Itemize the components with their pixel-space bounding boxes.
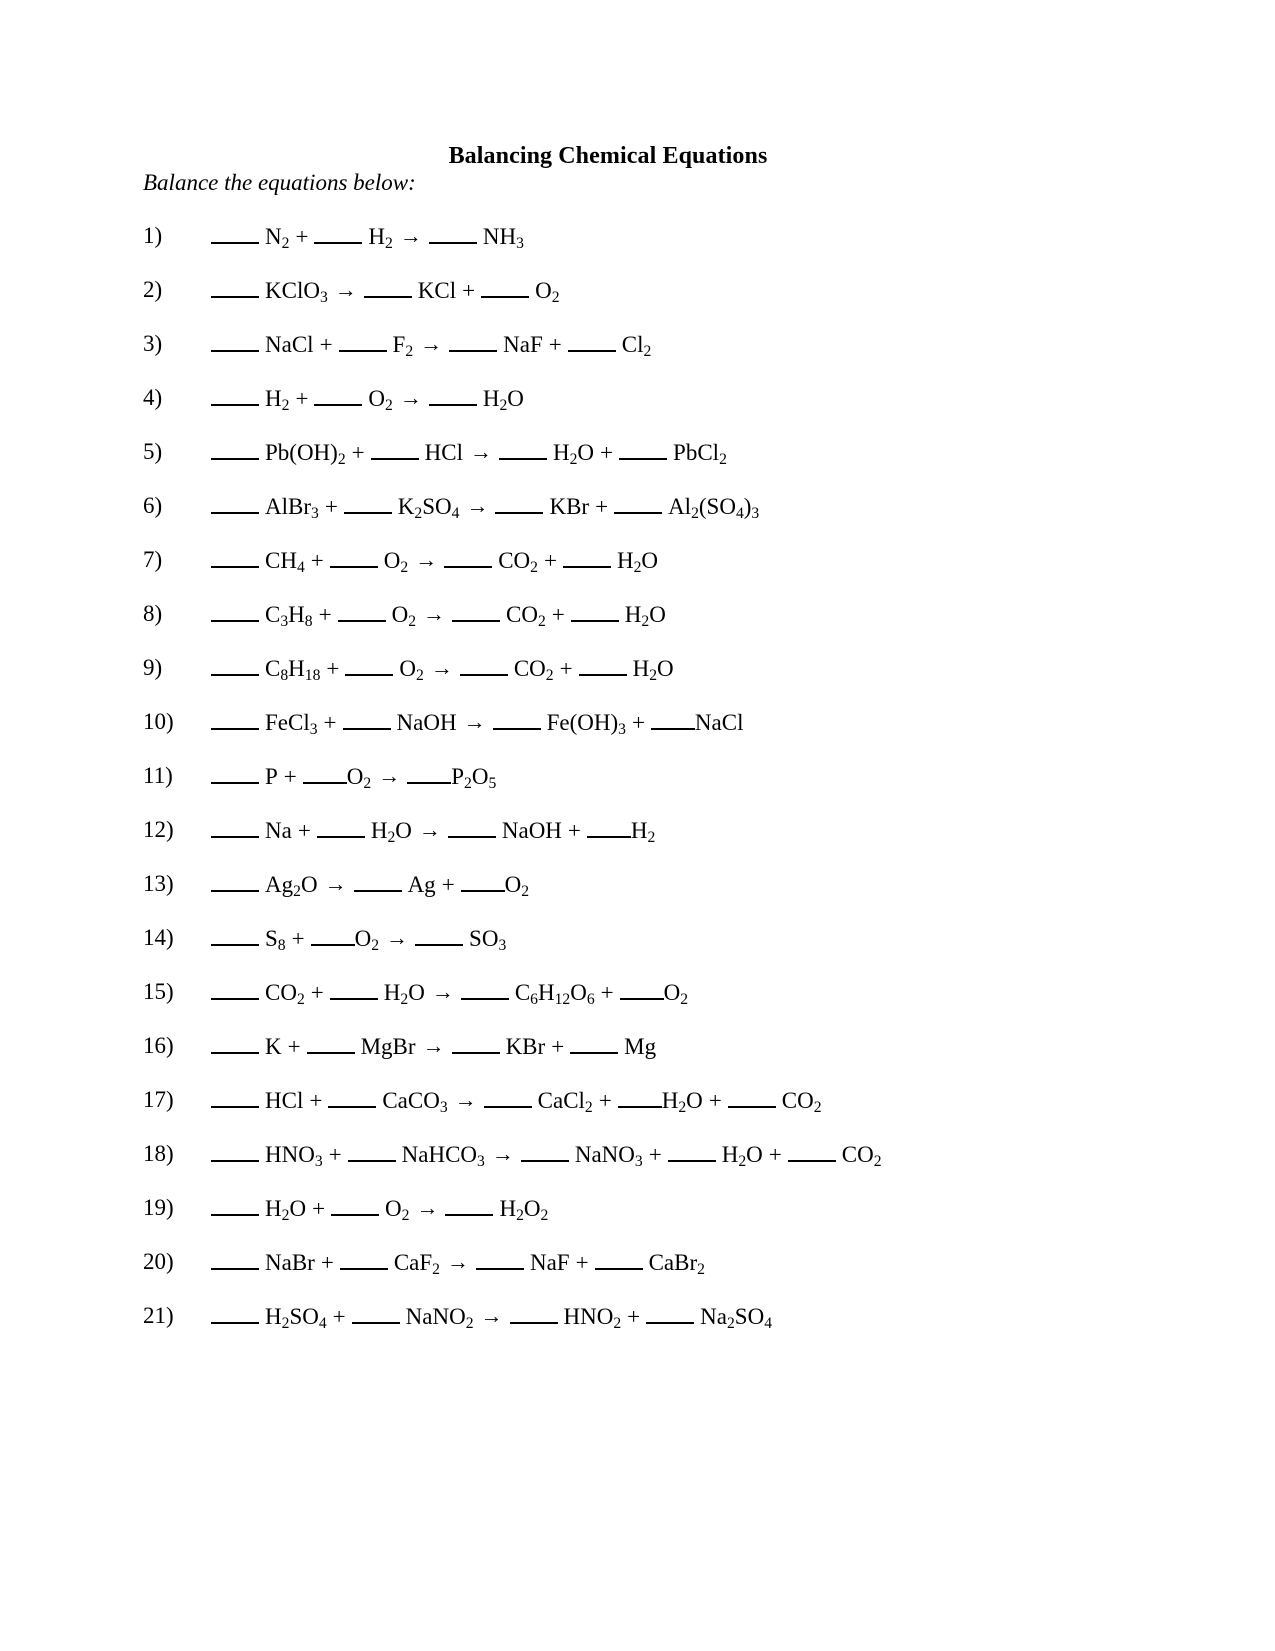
coefficient-blank[interactable]: [211, 1139, 259, 1162]
equation-number: 20): [143, 1249, 174, 1274]
equation-expression: $H_2O + O_2 \to H_2O_2$: [211, 1193, 548, 1224]
equation-expression: $Na + H_2O$ → NaOH + $H_2$: [211, 815, 655, 846]
equation-number: 21): [143, 1303, 174, 1328]
coefficient-blank[interactable]: [211, 653, 259, 676]
coefficient-blank[interactable]: [646, 1301, 694, 1324]
coefficient-blank[interactable]: [338, 599, 386, 622]
yields-arrow: →: [423, 601, 446, 627]
coefficient-blank[interactable]: [211, 1301, 259, 1324]
equation-row: [143, 869, 1153, 923]
coefficient-blank[interactable]: [788, 1139, 836, 1162]
equation-number: 3): [143, 331, 163, 356]
yields-arrow: →: [416, 1195, 439, 1221]
equation-expression: HCl + CaCO$_3$ → CaCl$_2$ + $H_2O + CO_2$: [211, 1085, 822, 1116]
equation-number: 16): [143, 1033, 174, 1058]
coefficient-blank[interactable]: [461, 869, 505, 892]
coefficient-blank[interactable]: [476, 1247, 524, 1270]
coefficient-blank[interactable]: [493, 707, 541, 730]
coefficient-blank[interactable]: [618, 1085, 662, 1108]
coefficient-blank[interactable]: [307, 1031, 355, 1054]
equation-expression: $S_8 + O_2 \to SO_3$: [211, 923, 506, 954]
yields-arrow: →: [378, 763, 401, 789]
coefficient-blank[interactable]: [595, 1247, 643, 1270]
coefficient-blank[interactable]: [211, 599, 259, 622]
coefficient-blank[interactable]: [211, 761, 259, 784]
coefficient-blank[interactable]: [211, 437, 259, 460]
coefficient-blank[interactable]: [445, 1193, 493, 1216]
coefficient-blank[interactable]: [521, 1139, 569, 1162]
equation-number: 17): [143, 1087, 174, 1112]
coefficient-blank[interactable]: [651, 707, 695, 730]
coefficient-blank[interactable]: [211, 329, 259, 352]
equation-number: 10): [143, 709, 174, 734]
yields-arrow: →: [334, 277, 357, 303]
coefficient-blank[interactable]: [510, 1301, 558, 1324]
equation-expression: $H_2SO_4$ + NaNO$_2$ → $HNO_2 + Na_2SO_4$: [211, 1301, 772, 1332]
equation-row: [143, 1193, 1153, 1247]
coefficient-blank[interactable]: [481, 275, 529, 298]
equation-row: [143, 491, 1153, 545]
coefficient-blank[interactable]: [619, 437, 667, 460]
coefficient-blank[interactable]: [415, 923, 463, 946]
coefficient-blank[interactable]: [570, 1031, 618, 1054]
coefficient-blank[interactable]: [314, 221, 362, 244]
yields-arrow: →: [422, 1033, 445, 1059]
equation-number: 12): [143, 817, 174, 842]
coefficient-blank[interactable]: [343, 707, 391, 730]
equation-number: 9): [143, 655, 163, 680]
equation-number: 7): [143, 547, 163, 572]
equation-number: 8): [143, 601, 163, 626]
equation-row: [143, 1301, 1153, 1355]
instruction-line: Balance the equations below:: [143, 170, 416, 195]
equation-expression: $CH_4 + O_2 \to CO_2 + H_2O$: [211, 545, 658, 576]
equation-number: 14): [143, 925, 174, 950]
coefficient-blank[interactable]: [429, 221, 477, 244]
coefficient-blank[interactable]: [452, 599, 500, 622]
coefficient-blank[interactable]: [211, 491, 259, 514]
coefficient-blank[interactable]: [211, 707, 259, 730]
coefficient-blank[interactable]: [461, 977, 509, 1000]
equation-number: 4): [143, 385, 163, 410]
equation-row: [143, 275, 1153, 329]
coefficient-blank[interactable]: [429, 383, 477, 406]
coefficient-blank[interactable]: [330, 545, 378, 568]
equation-number: 2): [143, 277, 163, 302]
coefficient-blank[interactable]: [211, 923, 259, 946]
coefficient-blank[interactable]: [317, 815, 365, 838]
coefficient-blank[interactable]: [339, 329, 387, 352]
coefficient-blank[interactable]: [344, 491, 392, 514]
yields-arrow: →: [463, 709, 486, 735]
yields-arrow: →: [469, 439, 492, 465]
equation-list: [143, 221, 1153, 1355]
coefficient-blank[interactable]: [330, 977, 378, 1000]
yields-arrow: →: [446, 1249, 469, 1275]
coefficient-blank[interactable]: [563, 545, 611, 568]
coefficient-blank[interactable]: [495, 491, 543, 514]
equation-number: 1): [143, 223, 163, 248]
coefficient-blank[interactable]: [211, 815, 259, 838]
yields-arrow: →: [399, 385, 422, 411]
page-title: Balancing Chemical Equations: [448, 143, 768, 169]
equation-expression: NaBr + CaF$_2$ → NaF + CaBr$_2$: [211, 1247, 705, 1278]
yields-arrow: →: [431, 979, 454, 1005]
coefficient-blank[interactable]: [614, 491, 662, 514]
coefficient-blank[interactable]: [354, 869, 402, 892]
coefficient-blank[interactable]: [587, 815, 631, 838]
coefficient-blank[interactable]: [303, 761, 347, 784]
coefficient-blank[interactable]: [407, 761, 451, 784]
yields-arrow: →: [324, 871, 347, 897]
equation-expression: $C_3H_8 + O_2 \to CO_2 + H_2O$: [211, 599, 666, 630]
coefficient-blank[interactable]: [452, 1031, 500, 1054]
equation-row: [143, 977, 1153, 1031]
coefficient-blank[interactable]: [345, 653, 393, 676]
coefficient-blank[interactable]: [348, 1139, 396, 1162]
yields-arrow: →: [386, 925, 409, 951]
equation-row: [143, 815, 1153, 869]
equation-row: [143, 1085, 1153, 1139]
equation-expression: $CO_2 + H_2O \to C_6H_{12}O_6 + O_2$: [211, 977, 688, 1008]
equation-expression: $P + O_2 \to P_2O_5$: [211, 761, 496, 792]
coefficient-blank[interactable]: [311, 923, 355, 946]
yields-arrow: →: [491, 1141, 514, 1167]
coefficient-blank[interactable]: [211, 869, 259, 892]
equation-expression: $Pb(OH)_2$ + HCl → $H_2O$ + PbCl$_2$: [211, 437, 727, 468]
coefficient-blank[interactable]: [211, 275, 259, 298]
equation-row: [143, 1031, 1153, 1085]
coefficient-blank[interactable]: [211, 1247, 259, 1270]
coefficient-blank[interactable]: [579, 653, 627, 676]
equation-row: [143, 1247, 1153, 1301]
coefficient-blank[interactable]: [211, 1193, 259, 1216]
yields-arrow: →: [418, 817, 441, 843]
coefficient-blank[interactable]: [211, 221, 259, 244]
coefficient-blank[interactable]: [211, 1085, 259, 1108]
coefficient-blank[interactable]: [444, 545, 492, 568]
coefficient-blank[interactable]: [371, 437, 419, 460]
coefficient-blank[interactable]: [364, 275, 412, 298]
equation-row: [143, 1139, 1153, 1193]
yields-arrow: →: [466, 493, 489, 519]
yields-arrow: →: [430, 655, 453, 681]
equation-row: [143, 653, 1153, 707]
coefficient-blank[interactable]: [571, 599, 619, 622]
equation-expression: KClO$_3$ → KCl + $O_2$: [211, 275, 560, 306]
equation-expression: $N_2 + H_2 \to NH_3$: [211, 221, 524, 252]
coefficient-blank[interactable]: [314, 383, 362, 406]
equation-expression: $C_8H_{18} + O_2 \to CO_2 + H_2O$: [211, 653, 674, 684]
coefficient-blank[interactable]: [449, 329, 497, 352]
coefficient-blank[interactable]: [211, 977, 259, 1000]
equation-row: [143, 923, 1153, 977]
equation-number: 6): [143, 493, 163, 518]
yields-arrow: →: [454, 1087, 477, 1113]
equation-number: 5): [143, 439, 163, 464]
equation-expression: $Ag_2O \to Ag + O_2$: [211, 869, 529, 900]
coefficient-blank[interactable]: [484, 1085, 532, 1108]
coefficient-blank[interactable]: [211, 545, 259, 568]
equation-number: 13): [143, 871, 174, 896]
equation-expression: FeCl$_3$ + NaOH → $Fe(OH)_3$ + NaCl: [211, 707, 743, 738]
equation-row: [143, 599, 1153, 653]
coefficient-blank[interactable]: [340, 1247, 388, 1270]
equation-row: [143, 707, 1153, 761]
equation-number: 15): [143, 979, 174, 1004]
yields-arrow: →: [399, 223, 422, 249]
coefficient-blank[interactable]: [460, 653, 508, 676]
equation-expression: NaCl + $F_2$ → NaF + $Cl_2$: [211, 329, 651, 360]
yields-arrow: →: [415, 547, 438, 573]
coefficient-blank[interactable]: [331, 1193, 379, 1216]
equation-row: [143, 437, 1153, 491]
equation-row: [143, 545, 1153, 599]
equation-expression: AlBr$_3$ + $K_2SO_4$ → KBr + $Al_2(SO_4)_3$: [211, 491, 759, 522]
yields-arrow: →: [480, 1303, 503, 1329]
coefficient-blank[interactable]: [668, 1139, 716, 1162]
equation-row: [143, 761, 1153, 815]
coefficient-blank[interactable]: [211, 1031, 259, 1054]
coefficient-blank[interactable]: [352, 1301, 400, 1324]
equation-row: [143, 221, 1153, 275]
equation-expression: $H_2 + O_2 \to H_2O$: [211, 383, 524, 414]
coefficient-blank[interactable]: [328, 1085, 376, 1108]
equation-number: 19): [143, 1195, 174, 1220]
equation-number: 18): [143, 1141, 174, 1166]
coefficient-blank[interactable]: [211, 383, 259, 406]
coefficient-blank[interactable]: [620, 977, 664, 1000]
coefficient-blank[interactable]: [568, 329, 616, 352]
yields-arrow: →: [420, 331, 443, 357]
equation-row: [143, 329, 1153, 383]
coefficient-blank[interactable]: [499, 437, 547, 460]
equation-expression: $HNO_3$ + NaHCO$_3$ → NaNO$_3$ + $H_2O + CO_2$: [211, 1139, 882, 1170]
equation-expression: K + MgBr → KBr + Mg: [211, 1031, 656, 1062]
coefficient-blank[interactable]: [448, 815, 496, 838]
coefficient-blank[interactable]: [728, 1085, 776, 1108]
equation-row: [143, 383, 1153, 437]
equation-number: 11): [143, 763, 173, 788]
